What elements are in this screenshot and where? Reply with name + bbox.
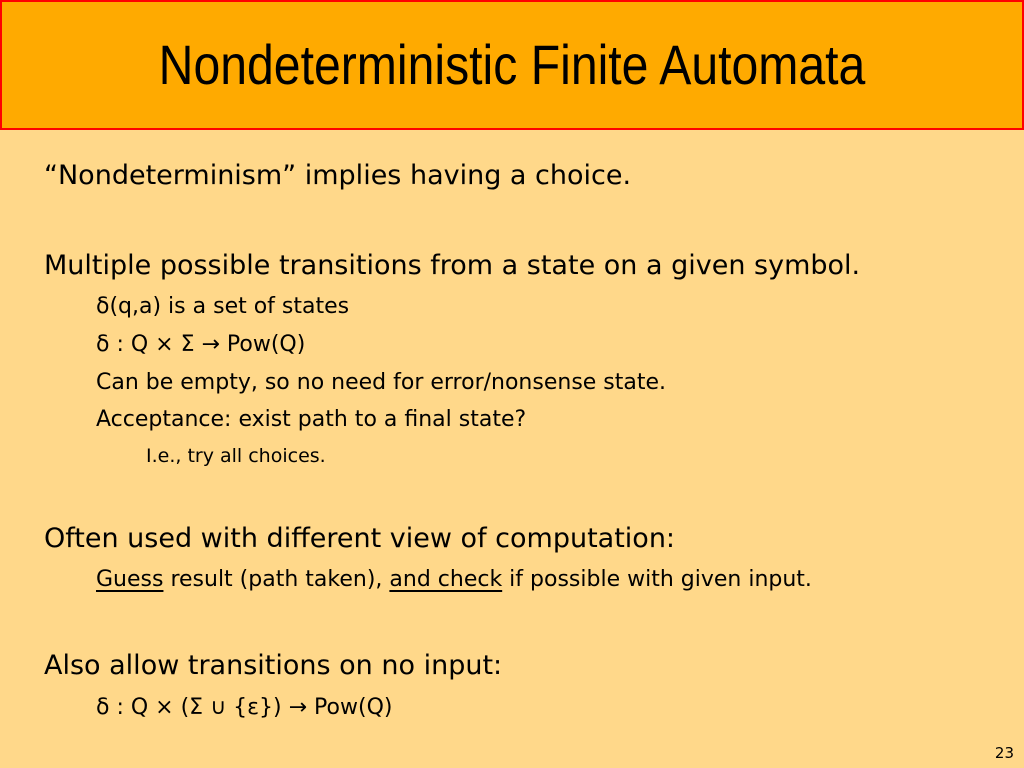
bullet-multiple-transitions: Multiple possible transitions from a state on a given symbol. [44, 250, 861, 281]
subsubbullet-try-all: I.e., try all choices. [146, 445, 326, 467]
guess-middle-text: result (path taken), [163, 567, 390, 592]
title-bar [0, 0, 1024, 130]
subbullet-delta-signature: δ : Q × Σ → Pow(Q) [96, 332, 306, 357]
guess-text: Guess [96, 567, 164, 592]
subbullet-guess-check [96, 567, 812, 592]
subbullet-delta-set: δ(q,a) is a set of states [96, 294, 350, 319]
page-number: 23 [994, 744, 1014, 762]
subbullet-epsilon-signature: δ : Q × (Σ ∪ {ε}) → Pow(Q) [96, 695, 393, 720]
slide-title: Nondeterministic Finite Automata [158, 33, 866, 96]
subbullet-can-be-empty: Can be empty, so no need for error/nonsense state. [96, 370, 667, 395]
subbullet-acceptance: Acceptance: exist path to a final state? [96, 407, 527, 432]
guess-end-text: if possible with given input. [502, 567, 812, 592]
check-text: and check [389, 567, 503, 592]
bullet-nondeterminism: “Nondeterminism” implies having a choice. [44, 160, 632, 191]
bullet-computation-view: Often used with different view of computation: [44, 523, 676, 554]
bullet-no-input: Also allow transitions on no input: [44, 650, 503, 681]
